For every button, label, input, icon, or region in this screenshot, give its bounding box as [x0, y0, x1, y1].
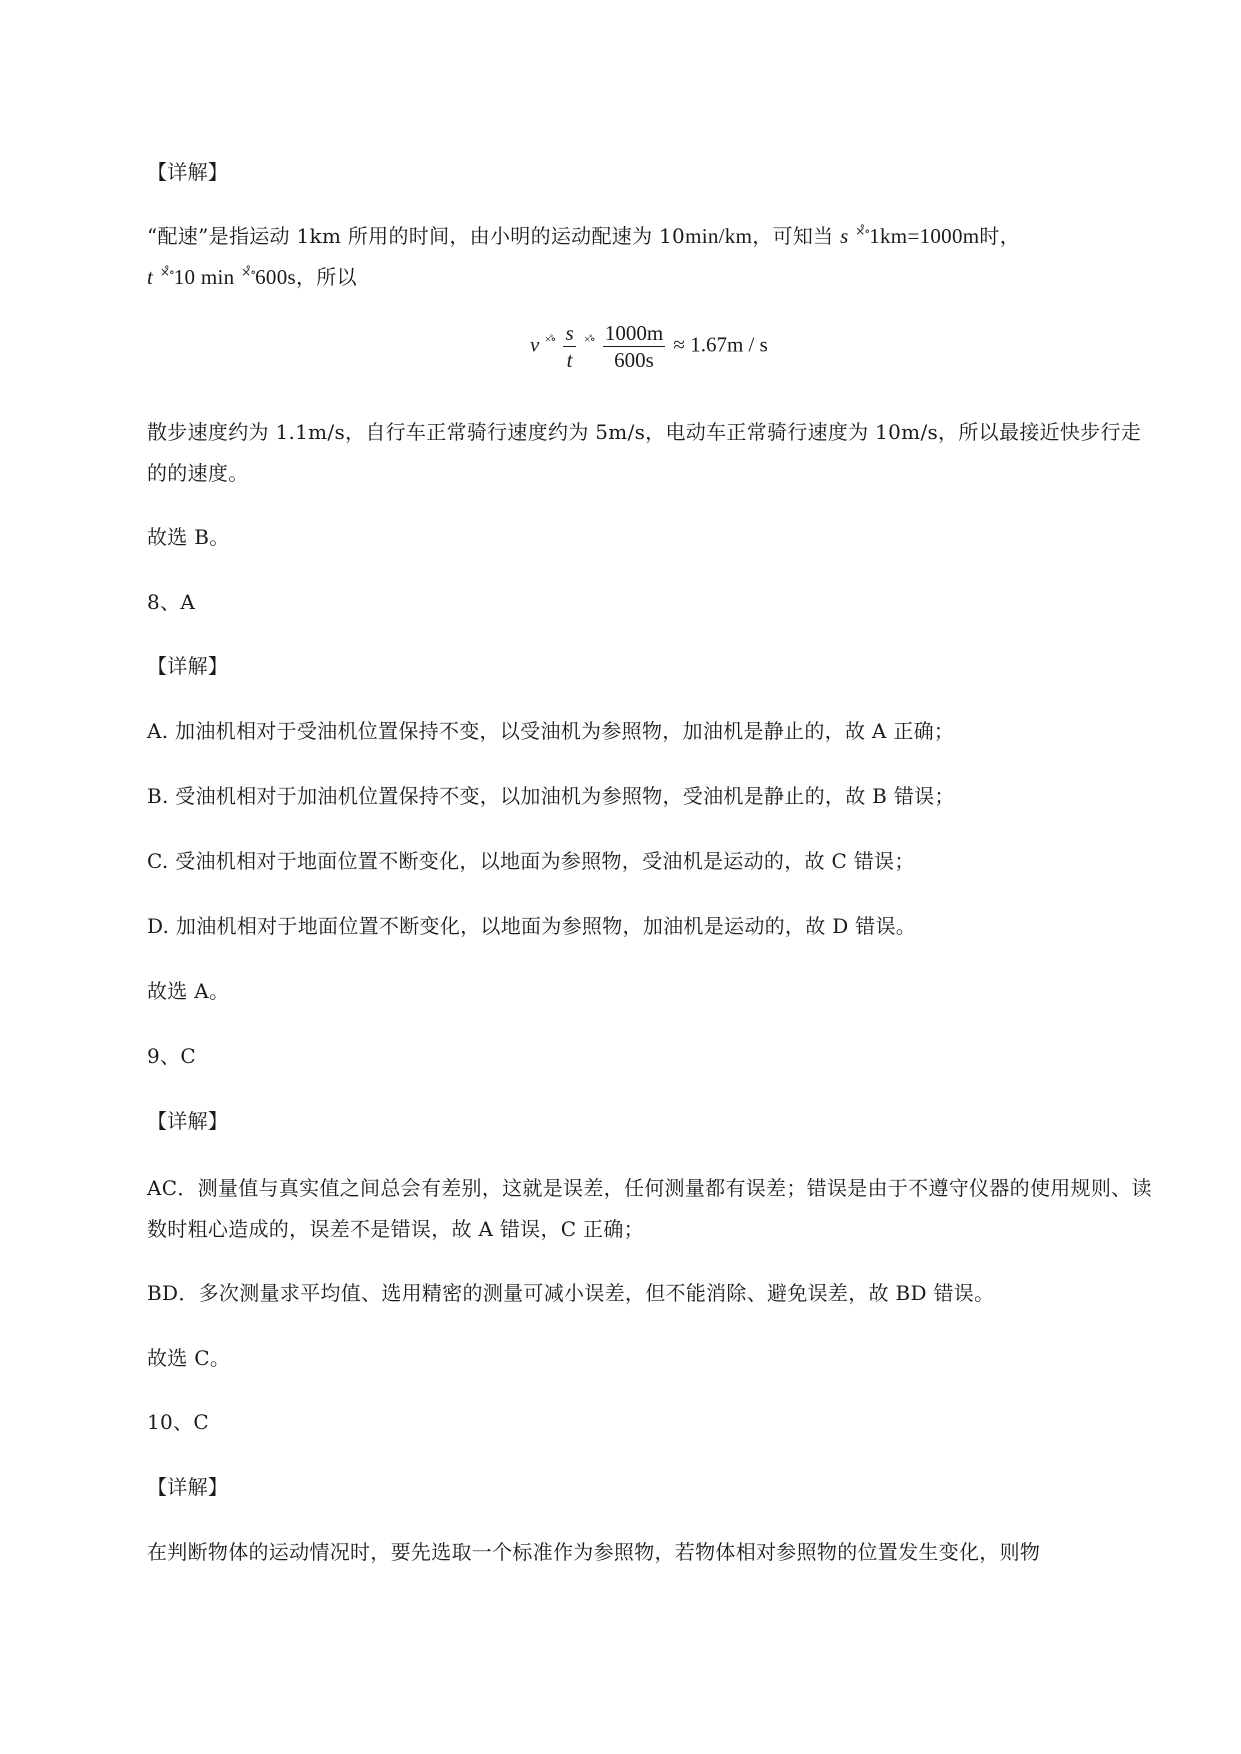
option-b-explanation: B. 受油机相对于加油机位置保持不变，以加油机为参照物，受油机是静止的，故 B 错误； — [147, 784, 955, 808]
equals-glyph-artifact: ×̊∘ — [583, 332, 595, 347]
option-bd-explanation: BD．多次测量求平均值、选用精密的测量可减小误差，但不能消除、避免误差，故 BD 错误。 — [147, 1281, 995, 1305]
option-a-explanation: A. 加油机相对于受油机位置保持不变，以受油机为参照物，加油机是静止的，故 A 正确； — [147, 719, 955, 743]
fraction-numerator: 1000m — [604, 321, 664, 345]
heading-detail-3: 【详解】 — [147, 1109, 229, 1133]
equals-glyph-artifact: ×̊∘ — [544, 332, 556, 347]
equals-glyph-artifact: ×̊∘ — [241, 265, 256, 279]
heading-detail-2: 【详解】 — [147, 654, 229, 678]
fraction-distance-over-time — [603, 320, 665, 373]
text-segment: 时， — [979, 224, 1021, 248]
paragraph-pace-definition — [147, 221, 1020, 254]
math-value: 10 min — [173, 265, 235, 289]
paragraph-time-value — [147, 262, 357, 295]
math-unit: min/km — [685, 224, 753, 248]
option-c-explanation: C. 受油机相对于地面位置不断变化，以地面为参照物，受油机是运动的，故 C 错误； — [147, 849, 915, 873]
math-value: 600s — [255, 265, 296, 289]
formula-result: ≈ 1.67m / s — [673, 332, 768, 357]
text-segment: ，所以 — [295, 265, 357, 289]
question-number-9: 9、C — [147, 1044, 196, 1068]
heading-detail-4: 【详解】 — [147, 1475, 229, 1499]
paragraph-speed-comparison: 散步速度约为 1.1m/s，自行车正常骑行速度约为 5m/s，电动车正常骑行速度为 10m/s，所以最接近快步行走的的速度。 — [147, 420, 1142, 485]
equals-glyph-artifact: ×̊∘ — [855, 224, 870, 238]
question-number-8: 8、A — [147, 590, 196, 614]
math-variable: s — [840, 224, 849, 248]
math-value: 1km=1000m — [869, 224, 980, 248]
fraction-denominator: 600s — [614, 348, 654, 372]
paragraph-reference-frame: 在判断物体的运动情况时，要先选取一个标准作为参照物，若物体相对参照物的位置发生变化，则物 — [147, 1540, 1041, 1564]
text-segment: “配速”是指运动 1km 所用的时间，由小明的运动配速为 10 — [147, 224, 686, 248]
option-ac-explanation: AC．测量值与真实值之间总会有差别，这就是误差，任何测量都有误差；错误是由于不遵守仪器的使用规则、读数时粗心造成的，误差不是错误，故 A 错误，C 正确； — [147, 1176, 1152, 1241]
text-segment: ，可知当 — [752, 224, 834, 248]
fraction-denominator: t — [566, 348, 573, 372]
answer-q9: 故选 C。 — [147, 1346, 231, 1370]
option-d-explanation: D. 加油机相对于地面位置不断变化，以地面为参照物，加油机是运动的，故 D 错误。 — [147, 914, 917, 938]
math-variable: t — [147, 265, 154, 289]
answer-q7: 故选 B。 — [147, 525, 230, 549]
fraction-numerator: s — [565, 321, 574, 345]
fraction-s-over-t — [563, 320, 575, 373]
equals-glyph-artifact: ×̊∘ — [159, 265, 174, 279]
answer-q8: 故选 A。 — [147, 979, 230, 1003]
heading-detail-1: 【详解】 — [147, 160, 229, 184]
speed-formula — [530, 320, 768, 380]
formula-lhs: v — [530, 332, 540, 357]
question-number-10: 10、C — [147, 1410, 209, 1434]
